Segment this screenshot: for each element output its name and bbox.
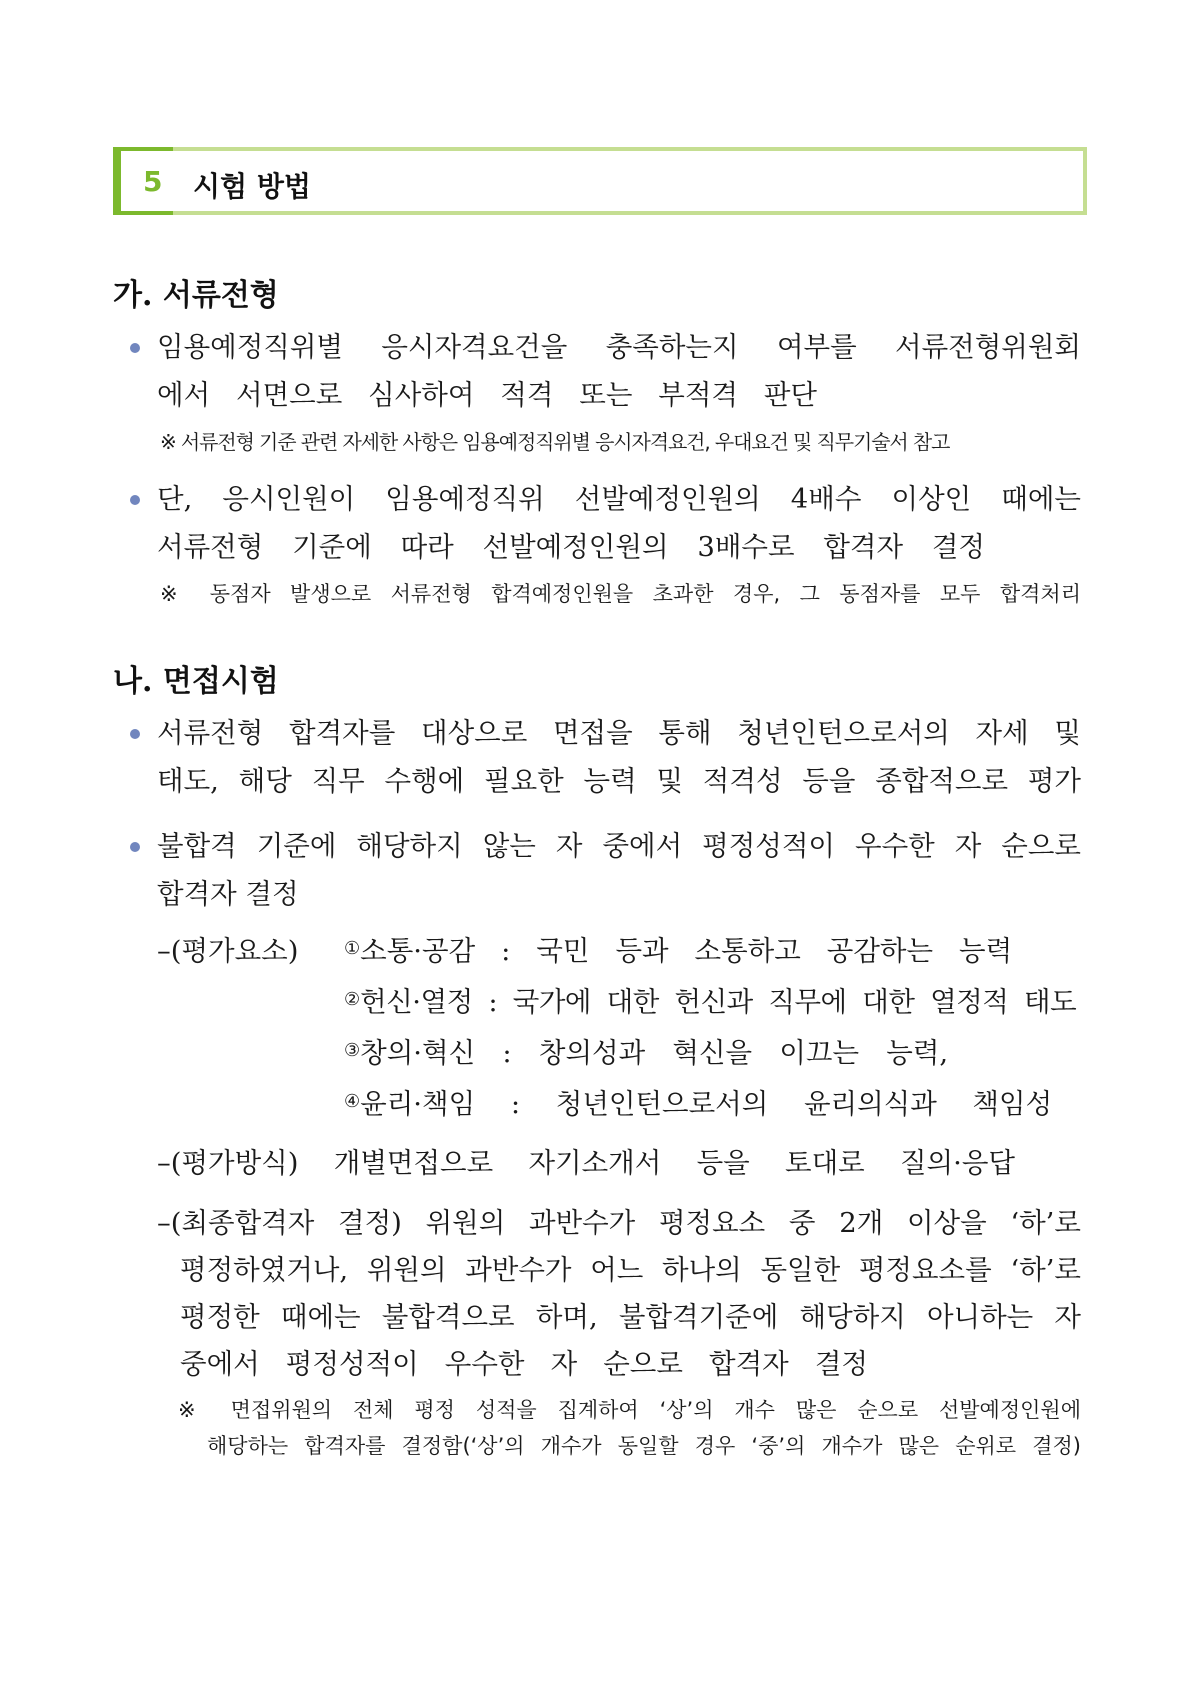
eval-factor-text: 창의·혁신 : 창의성과 혁신을 이끄는 능력, [360,1037,949,1069]
eval-factor-item [344,1037,956,1069]
note-text: 해당하는 합격자를 결정함(‘상’의 개수가 동일할 경우 ‘중’의 개수가 많은 순위로 결정) [207,1434,1081,1458]
bullet-dot [130,343,140,353]
circled-number: ④ [344,1091,361,1112]
section-title: 시험 방법 [193,170,311,203]
note-text: ※ 면접위원의 전체 평정 성적을 집계하여 ‘상’의 개수 많은 순으로 선발예정인원에 [178,1398,1081,1422]
bullet-dot [130,842,140,852]
final-decision-line: 중에서 평정성적이 우수한 자 순으로 합격자 결정 [180,1348,868,1380]
section-number: 5 [143,165,163,198]
eval-method-line: –(평가방식) 개별면접으로 자기소개서 등을 토대로 질의·응답 [157,1147,1015,1179]
eval-factor-text: 소통·공감 : 국민 등과 소통하고 공감하는 능력 [360,935,1013,967]
paragraph-line: 합격자 결정 [157,878,299,910]
final-decision-line: 평정하였거나, 위원의 과반수가 어느 하나의 동일한 평정요소를 ‘하’로 [180,1254,1081,1286]
eval-factors-label: –(평가요소) [157,935,299,967]
circled-number: ③ [344,1040,361,1061]
paragraph-line: 서류전형 기준에 따라 선발예정인원의 3배수로 합격자 결정 [157,531,985,563]
paragraph-line: 태도, 해당 직무 수행에 필요한 능력 및 적격성 등을 종합적으로 평가 [157,765,1081,797]
section-header [113,147,1087,215]
subsection-heading-document-screening: 가. 서류전형 [113,278,279,313]
note-text: ※ 서류전형 기준 관련 자세한 사항은 임용예정직위별 응시자격요건, 우대요건 및 직무기술서 참고 [160,430,950,454]
subsection-heading-interview: 나. 면접시험 [113,664,279,699]
paragraph-line: 에서 서면으로 심사하여 적격 또는 부적격 판단 [157,379,817,411]
paragraph-line: 불합격 기준에 해당하지 않는 자 중에서 평정성적이 우수한 자 순으로 [157,830,1081,862]
bullet-dot [130,495,140,505]
final-decision-line: –(최종합격자 결정) 위원의 과반수가 평정요소 중 2개 이상을 ‘하’로 [157,1207,1081,1239]
bullet-dot [130,729,140,739]
circled-number: ② [344,989,361,1010]
eval-factor-text: 윤리·책임 : 청년인턴으로서의 윤리의식과 책임성 [360,1088,1053,1120]
header-accent-bottom [113,211,173,215]
eval-factor-item [344,935,1024,967]
eval-factor-text: 헌신·열정 : 국가에 대한 헌신과 직무에 대한 열정적 태도 [360,986,1077,1018]
note-text: ※ 동점자 발생으로 서류전형 합격예정인원을 초과한 경우, 그 동점자를 모두 합격처리 [160,582,1081,606]
eval-factor-item [344,986,1084,1018]
circled-number: ① [344,938,361,959]
final-decision-line: 평정한 때에는 불합격으로 하며, 불합격기준에 해당하지 아니하는 자 [180,1301,1081,1333]
header-accent-left [113,147,121,215]
header-accent-top [113,147,173,151]
paragraph-line: 임용예정직위별 응시자격요건을 충족하는지 여부를 서류전형위원회 [157,331,1081,363]
paragraph-line: 서류전형 합격자를 대상으로 면접을 통해 청년인턴으로서의 자세 및 [157,717,1081,749]
eval-factor-item [344,1088,1060,1120]
paragraph-line: 단, 응시인원이 임용예정직위 선발예정인원의 4배수 이상인 때에는 [157,483,1081,515]
